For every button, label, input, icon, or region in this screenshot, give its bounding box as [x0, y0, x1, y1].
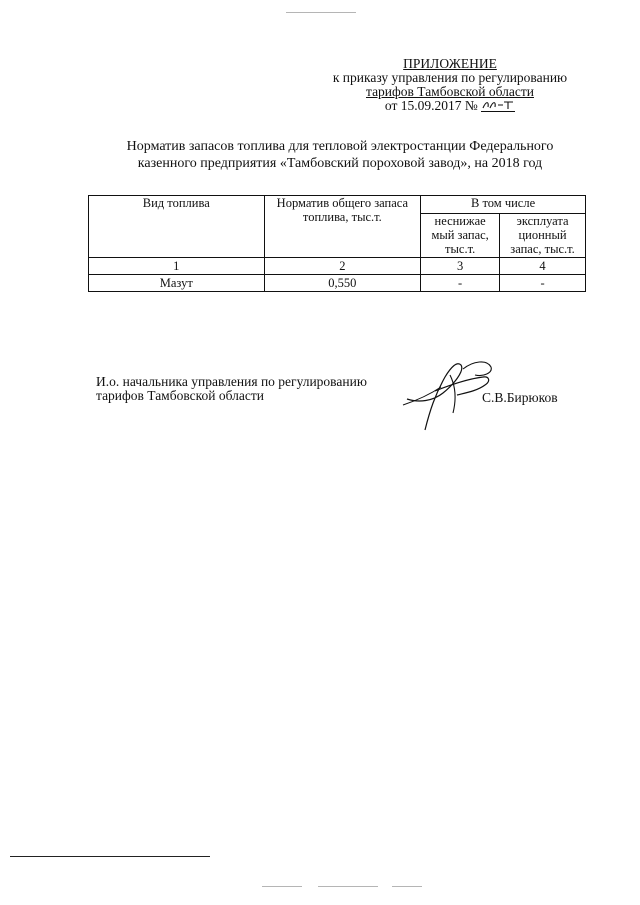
appendix-line: тарифов Тамбовской области	[366, 84, 534, 99]
column-number-row	[89, 258, 586, 275]
header-total-norm: Норматив общего запаса топлива, тыс.т.	[264, 196, 421, 258]
scan-artifact	[318, 886, 378, 887]
document-title	[60, 138, 620, 172]
title-line: казенного предприятия «Тамбовский пороховой завод», на 2018 год	[137, 156, 543, 171]
scan-artifact	[286, 12, 356, 13]
header-fuel-type: Вид топлива	[89, 196, 265, 258]
handwritten-order-number	[481, 99, 515, 112]
scan-artifact	[392, 886, 422, 887]
column-number: 2	[264, 258, 421, 275]
fuel-reserve-table	[88, 195, 586, 292]
footer-rule	[10, 856, 210, 857]
cell-non-reducible: -	[421, 275, 500, 292]
table-row	[89, 275, 586, 292]
column-number: 1	[89, 258, 265, 275]
position-line: И.о. начальника управления по регулированию	[96, 374, 367, 389]
position-line: тарифов Тамбовской области	[96, 388, 264, 403]
scan-artifact	[262, 886, 302, 887]
header-non-reducible: неснижае мый запас, тыс.т.	[421, 214, 500, 258]
signatory-name: С.В.Бирюков	[482, 390, 558, 405]
title-line: Норматив запасов топлива для тепловой электростанции Федерального	[126, 139, 554, 154]
header-operational: эксплуата ционный запас, тыс.т.	[500, 214, 586, 258]
appendix-line: к приказу управления по регулированию	[332, 70, 568, 85]
appendix-heading: ПРИЛОЖЕНИЕ	[403, 56, 497, 71]
cell-fuel: Мазут	[89, 275, 265, 292]
cell-total: 0,550	[264, 275, 421, 292]
cell-operational: -	[500, 275, 586, 292]
appendix-header	[300, 57, 600, 113]
signatory-position	[96, 375, 416, 403]
column-number: 4	[500, 258, 586, 275]
order-date-text: от 15.09.2017 №	[384, 98, 478, 113]
appendix-order-date	[300, 99, 600, 113]
column-number: 3	[421, 258, 500, 275]
header-including: В том числе	[421, 196, 586, 214]
